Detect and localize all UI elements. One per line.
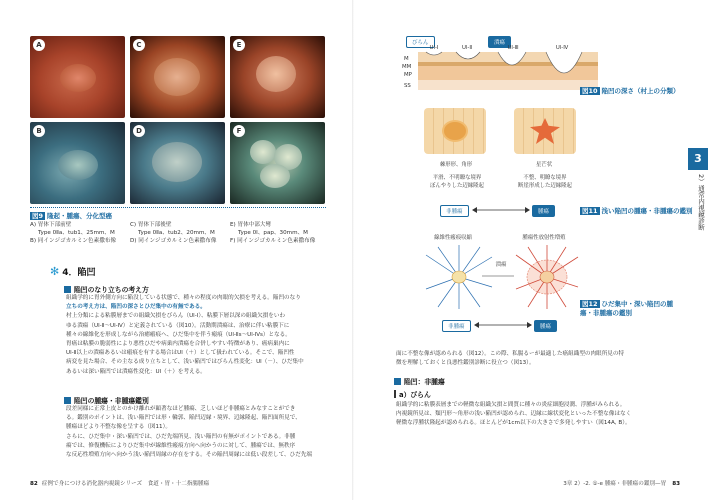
double-arrow-icon [474,321,532,329]
shape-label: 星芒状 [535,162,553,168]
paragraph-2: 段差同様に正常上皮とのかけ離れが顕著なほど腫瘍、乏しいほど非腫瘍とみなすことができ る。鑑別のポイントは、浅い陥凹では形・輪郭、陥凹辺縁・境界、辺縁隆起、陥凹面所見で、 腫瘍ほどより不整な像を呈する（図11）。 さらに、ひだ集中・深い陥凹では、ひだ先端所見、浅い陥凹の有無がポイントである。非腫 瘍では、修復機転によりひだ集中が線維性瘢痕方向へ向かうのに対して、腫瘍では、無秩序 な反応性増殖方向へ向かう浅い陥凹周縁の存在をする。その陥凹周縁には低い段差して、ひだ先端 [66,406,313,459]
caption-col-2: C) 胃体下部後壁 Type 0Ⅱa、tub2、20mm、M D) 同インジゴカルミン色素撒布像 [130,222,217,244]
endoscopy-photo-f [230,122,325,204]
ulcer-label: 潰瘍 [488,36,511,48]
photo-label: D [133,125,145,137]
caption-col-1: A) 胃体下部前壁 Type 0Ⅱa、tub1、25mm、M B) 同インジゴカルミン色素撒布像 [30,222,116,244]
ul-label: Ul-Ⅲ [507,45,519,51]
tumor-fold-diagram [512,245,582,309]
photo-label: A [33,39,45,51]
chapter-tab-label: 2）通常内視鏡診断 [697,174,705,231]
layer-label: M [404,56,409,62]
figure-number: 図9 [32,212,44,220]
tumor-tag: 腫瘍 [532,205,555,217]
non-tumor-shallow-diagram [424,108,486,154]
non-tumor-tag: 非腫瘍 [440,205,469,217]
photo-label: C [133,39,145,51]
endoscopy-photo-e [230,36,325,118]
subsection-title: 陥凹のなり立ちの考え方 [64,284,149,294]
ulcer-depth-diagram [418,46,598,94]
layer-label: SS [404,83,411,89]
page-number: 82 [30,481,38,487]
endoscopy-photo-a [30,36,125,118]
tumor-description: 不整、明瞭な境界 断崖形成した辺縁隆起 [518,175,572,189]
subsection-subtitle: a）びらん [394,389,431,399]
paragraph-top: 面に不整な像が認められる（図12）。この際、私腸るーが最適した癌組織型の肉眼所見の特 徴を理解しておくと良悪性鑑別診断に役立つ（図13）。 [396,351,625,367]
photo-label: E [233,39,245,51]
section-title: ✻ 4．陥凹 [50,265,96,278]
bar-bullet-icon [394,390,396,398]
ul-label: Ul-Ⅱ [461,45,473,51]
non-tumor-description: 平滑、不明瞭な境界 ぼんやりした辺縁隆起 [430,175,484,189]
snowflake-icon: ✻ [50,265,60,278]
page-number: 83 [672,481,680,487]
endoscopy-photo-d [130,122,225,204]
ulcer-center-label: 潰瘍 [495,262,507,268]
paragraph-1: 組織学的に胃外側方向に陥没している状態で、種々の程度の肉眼的欠損を考える。陥凹のなり 立ちの考え方は、陥凹の深さとひだ集中の有無である。 村上分類による粘膜層までの組織欠損をびらん（Ul-Ⅰ）、粘膜下層以深の組織欠損をいわ ゆる潰瘍（Ul-Ⅱ～Ul-Ⅳ）と定義されている（図10）。活動期潰瘍は、治療に伴い粘膜下に 種々の線維化を形成しながら治癒瘢痕へ、ひだ集中を伴う瘢痕（Ul-Ⅱs～Ul-Ⅳs）となる。 胃癌は粘膜の脆弱性により悪性ひだや病巣内潰瘍を合併しやすい特徴があり、癌病巣内に Ul-Ⅱ以上の潰瘍あるいは瘢痕を有する場合はUl（＋）として扱われている。そこで、陥凹性 病変を見た場合、その主なる成り立ちとして、浅い陥凹ではびらん性変化：Ul（－）、ひだ集中 あるいは深い陥凹では潰瘍性変化：Ul（＋）を考える。 [66,295,304,375]
figure-12-caption: 図12 ひだ集中・深い陥凹の腫瘍・非腫瘍の鑑別 [580,300,674,317]
square-bullet-icon [64,397,71,404]
layer-label: MM [402,64,412,70]
page-footer [30,479,209,487]
chapter-tab[interactable]: 3 [688,148,708,170]
ul-label: Ul-Ⅳ [555,45,569,51]
square-bullet-icon [394,378,401,385]
figure-title: 隆起・腫瘍、分化型癌 [47,212,113,220]
subsection-title: 陥凹の腫瘍・非腫瘍鑑別 [64,395,149,405]
subsection-title: 陥凹：非腫瘍 [394,376,445,386]
caption-col-3: E) 胃体中部大彎 Type 0Ⅰ、pap、30mm、M F) 同インジゴカルミン色素撒布像 [230,222,316,244]
photo-label: F [233,125,245,137]
figure-10-caption: 図10 陥凹の深さ（村上の分類） [582,87,680,95]
endoscopy-photo-c [130,36,225,118]
pointer-arrow-icon [482,272,518,280]
photo-label: B [33,125,45,137]
tumor-tag: 腫瘍 [534,320,557,332]
tumor-proliferation-label: 腫瘍性放射性増殖 [522,235,566,241]
paragraph-bottom: 組織学的に粘膜表層までの軽微な組織欠損と間質に種々の炎症細胞浸潤、浮腫がみられる。 内視鏡所見は、類円形～角形の浅い陥凹が認められ、辺縁に線状変化といった不整な像はなく 軽微な浮腫状隆起が認められる。ほとんどが1cm以下の大きさで多発しやすい（図14A, B）。 [396,402,632,427]
chapter-title: 3章 2）-2. ①-e 腫瘍・非腫瘍の鑑別—胃 [563,481,667,487]
tumor-shallow-diagram [514,108,576,154]
layer-label: MP [404,72,412,78]
fibrotic-contraction-label: 線維性瘢痕収縮 [434,235,472,241]
ul-label: Ul-Ⅰ [429,45,439,51]
book-title: 症例で身につける消化器内視鏡シリーズ 食道・胃・十二指腸腫瘍 [41,481,210,487]
erosion-label: びらん [406,36,435,48]
non-tumor-tag: 非腫瘍 [442,320,471,332]
page-footer [563,479,684,487]
figure-11-caption: 図11 浅い陥凹の腫瘍・非腫瘍の鑑別 [582,207,693,215]
endoscopy-photo-b [30,122,125,204]
square-bullet-icon [64,286,71,293]
figure-9-caption [30,211,112,220]
divider [30,207,326,208]
right-page [354,0,708,500]
shape-label: 棘形形、角形 [439,162,473,168]
double-arrow-icon [472,206,530,214]
